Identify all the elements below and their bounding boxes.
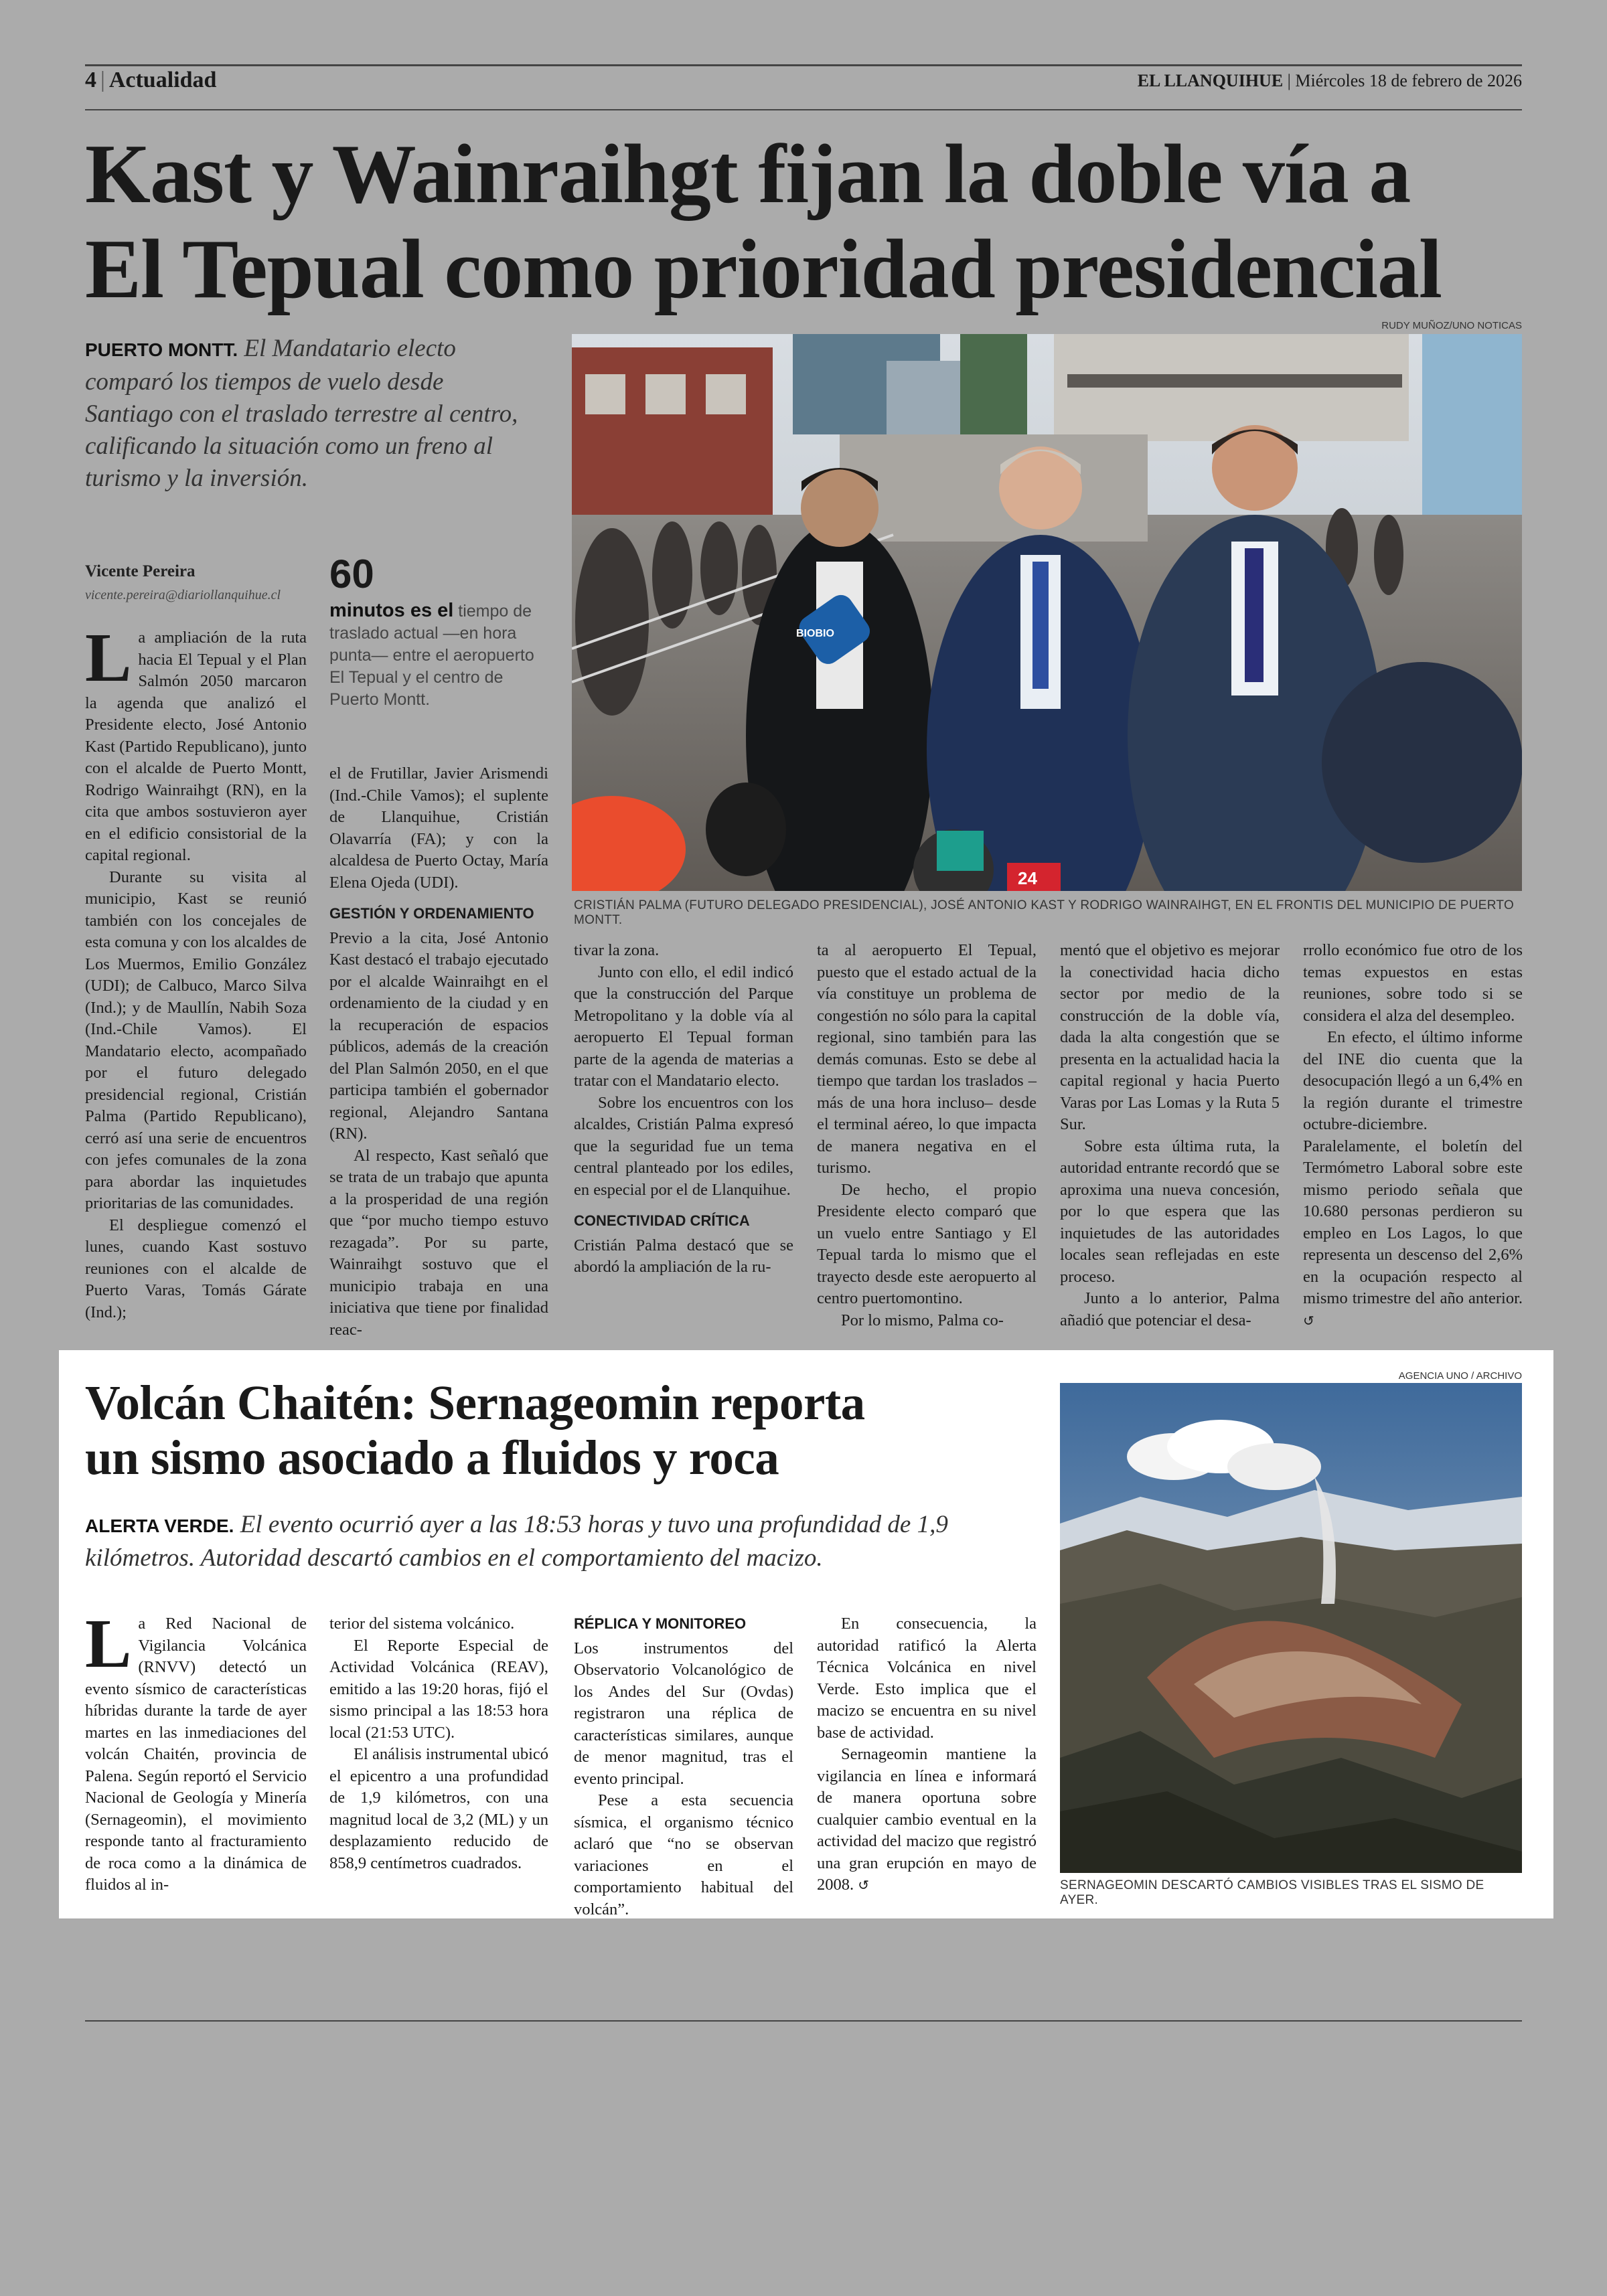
body-paragraph: El análisis instrumental ubicó el epicentro a una profundidad de 1,9 kilómetros, con una magnitud local de 3,2 (ML) y un desplazamiento reducido de 858,9 centímetros cuadrados. (329, 1745, 548, 1872)
article1-column-1 (85, 619, 307, 1323)
page-section-label (85, 68, 216, 93)
article1-photo (572, 334, 1522, 891)
article1-column-5 (1060, 940, 1280, 1331)
header-separator: | (1287, 71, 1291, 90)
end-mark-icon: ↺ (858, 1878, 870, 1893)
article2-headline (85, 1376, 1022, 1485)
article1-column-2 (329, 763, 548, 1341)
body-paragraph: Los instrumentos del Observatorio Volcanológico de los Andes del Sur (Ovdas) registraron una réplica de características similares, aunque de menor magnitud, tras el evento principal. (574, 1639, 793, 1788)
body-paragraph: rrollo económico fue otro de los temas expuestos en estas reuniones, sobre todo si se considera el alza del desempleo. (1303, 941, 1523, 1025)
body-paragraph: mentó que el objetivo es mejorar la conectividad hacia dicho sector por medio de la construcción de la doble vía, dada la alta congestión que se presenta en la actualidad hacia la capital regional y hacia Puerto Varas por Las Lomas y la Ruta 5 Sur. (1060, 941, 1280, 1133)
article2-photo-credit: AGENCIA UNO / ARCHIVO (1398, 1370, 1522, 1382)
subheading: CONECTIVIDAD CRÍTICA (574, 1212, 750, 1229)
drop-cap: L (85, 619, 132, 696)
article1-photo-credit: RUDY MUÑOZ/UNO NOTICAS (1381, 320, 1522, 331)
headline-line: un sismo asociado a fluidos y roca (85, 1430, 779, 1485)
article1-photo-caption: CRISTIÁN PALMA (FUTURO DELEGADO PRESIDENCIAL), JOSÉ ANTONIO KAST Y RODRIGO WAINRAIHGT, EN EL FRONTIS DEL MUNICIPIO DE PUERTO MONTT. (574, 898, 1515, 927)
headline-line: Volcán Chaitén: Sernageomin reporta (85, 1376, 865, 1430)
mic-flag-label: 24 (1018, 868, 1037, 888)
subheading: RÉPLICA Y MONITOREO (574, 1615, 747, 1632)
body-text: a ampliación de la ruta hacia El Tepual y el Plan Salmón 2050 marcaron la agenda que analizó el Presidente electo, José Antonio Kast (Partido Republicano), junto con el alcalde de Puerto Montt, Rodrigo Wainraihgt (RN), en la cita que ambos sostuvieron ayer en el edificio consistorial de la capital regional. (85, 629, 307, 864)
headline-line: El Tepual como prioridad presidencial (85, 223, 1442, 316)
article2-column-1 (85, 1605, 307, 1896)
newspaper-name: EL LLANQUIHUE (1137, 71, 1284, 90)
stat-body: tiempo de traslado actual —en hora punta— entre el aeropuerto El Tepual y el centro de Puerto Montt. (329, 602, 534, 709)
body-text: Sernageomin mantiene la vigilancia en línea e informará de manera oportuna sobre cualquier cambio eventual en la actividad del macizo que registró una gran erupción en mayo de 2008. (817, 1745, 1037, 1894)
section-name: Actualidad (108, 68, 217, 92)
body-paragraph: el de Frutillar, Javier Arismendi (Ind.-Chile Vamos); el suplente de Llanquihue, Cristián Olavarría (FA); y con la alcaldesa de Puerto Octay, María Elena Ojeda (UDI). (329, 764, 548, 892)
body-paragraph: Pese a esta secuencia sísmica, el organismo técnico aclaró que “no se observan variaciones en el comportamiento habitual del volcán”. (574, 1791, 793, 1918)
body-paragraph (1303, 1027, 1523, 1332)
header-separator: | (100, 68, 105, 92)
article1-byline (85, 562, 306, 603)
body-paragraph: El despliegue comenzó el lunes, cuando Kast sostuvo reuniones con el alcalde de Puerto Varas, Tomás Gárate (Ind.); (85, 1216, 307, 1321)
article2-lead-text: El evento ocurrió ayer a las 18:53 horas y tuvo una profundidad de 1,9 kilómetros. Autoridad descartó cambios en el comportamiento del macizo. (85, 1511, 948, 1572)
body-paragraph: El Reporte Especial de Actividad Volcánica (REAV), emitido a las 19:20 horas, fijó el sismo principal a las 18:53 hora local (21:53 UTC). (329, 1636, 548, 1742)
article2-kicker: ALERTA VERDE. (85, 1515, 234, 1536)
footer-rule (85, 2020, 1522, 2022)
article2-photo (1060, 1383, 1522, 1873)
page-number: 4 (85, 68, 96, 92)
article2-photo-caption: SERNAGEOMIN DESCARTÓ CAMBIOS VISIBLES TRAS EL SISMO DE AYER. (1060, 1878, 1484, 1907)
author-name: Vicente Pereira (85, 562, 196, 580)
stat-text (329, 600, 550, 711)
end-mark-icon: ↺ (1303, 1313, 1314, 1329)
stat-highlight: minutos es el (329, 600, 454, 621)
body-paragraph: Sobre esta última ruta, la autoridad entrante recordó que se aproxima una nueva concesión, por lo que espera que las inquietudes de las autoridades locales sean reflejadas en este proceso. (1060, 1137, 1280, 1286)
body-paragraph (85, 1605, 307, 1896)
body-paragraph: Junto a lo anterior, Palma añadió que potenciar el desa- (1060, 1289, 1280, 1329)
header-bottom-rule (85, 109, 1522, 110)
drop-cap: L (85, 1605, 132, 1682)
body-paragraph: Cristián Palma destacó que se abordó la ampliación de la ru- (574, 1236, 793, 1276)
body-paragraph: Al respecto, Kast señaló que se trata de un trabajo que apunta a la prosperidad de una región que “por mucho tiempo estuvo rezagada”. Por su parte, Wainraihgt sostuvo que el municipio trabaja en una iniciativa que tiene por finalidad reac- (329, 1146, 548, 1339)
body-paragraph: Junto con ello, el edil indicó que la construcción del Parque Metropolitano y la doble vía al aeropuerto El Tepual forman parte de la agenda de materias a tratar con el Mandatario electo. (574, 963, 793, 1090)
body-paragraph: ta al aeropuerto El Tepual, puesto que el estado actual de la vía constituye un problema de congestión no sólo para la capital regional, sino también para las demás comunas. Esto se debe al tiempo que tardan los traslados –más de una hora incluso– desde el terminal aéreo, lo que impacta de manera negativa en el turismo. (817, 941, 1037, 1177)
headline-line: Kast y Wainraihgt fijan la doble vía a (85, 128, 1411, 221)
article2-column-4 (817, 1613, 1037, 1897)
author-email: vicente.pereira@diariollanquihue.cl (85, 588, 281, 602)
masthead-info (1138, 71, 1522, 91)
subheading: GESTIÓN Y ORDENAMIENTO (329, 905, 534, 922)
body-paragraph: En consecuencia, la autoridad ratificó la Alerta Técnica Volcánica en nivel Verde. Esto implica que el macizo se encuentra en su nivel base de actividad. (817, 1615, 1037, 1742)
article2-column-3 (574, 1604, 793, 1920)
body-paragraph: De hecho, el propio Presidente electo comparó que un vuelo entre Santiago y El Tepual tarda lo mismo que el trayecto desde este aeropuerto al centro puertomontino. (817, 1180, 1037, 1307)
body-paragraph: terior del sistema volcánico. (329, 1615, 515, 1633)
article1-column-6 (1303, 940, 1523, 1332)
body-paragraph: tivar la zona. (574, 941, 660, 959)
body-paragraph (817, 1744, 1037, 1897)
body-paragraph: Sobre los encuentros con los alcaldes, Cristián Palma expresó que la seguridad fue un tema central planteado por los ediles, en especial por el de Llanquihue. (574, 1093, 793, 1199)
article1-column-4 (817, 940, 1037, 1331)
body-text: En efecto, el último informe del INE dio cuenta que la desocupación llegó a un 6,4% en la región durante el trimestre octubre-diciembre. Paralelamente, el boletín del Termómetro Laboral sobre este mismo periodo señala que 10.680 personas perdieron su empleo en Los Lagos, lo que representa un descenso del 2,6% en la ocupación respecto al mismo trimestre del año anterior. (1303, 1028, 1523, 1307)
article1-kicker: PUERTO MONTT. (85, 339, 238, 360)
article2-column-2 (329, 1613, 548, 1874)
article1-lead (85, 333, 524, 495)
body-paragraph: Durante su visita al municipio, Kast se reunió también con los concejales de esta comuna y con los alcaldes de Los Muermos, Emilio González (UDI); de Calbuco, Marco Silva (Ind.); y de Maullín, Nabih Soza (Ind.-Chile Vamos). El Mandatario electo, acompañado por el futuro delegado presidencial regional, Cristián Palma (Partido Republicano), cerró así una serie de encuentros con jefes comunales de la zona para abordar las inquietudes prioritarias de las comunidades. (85, 868, 307, 1212)
article2-lead (85, 1509, 1036, 1574)
article1-headline (85, 127, 1531, 317)
article1-stat-box (329, 553, 550, 711)
header-top-rule (85, 64, 1522, 66)
article1-lead-text: El Mandatario electo comparó los tiempos de vuelo desde Santiago con el traslado terrestre al centro, calificando la situación como un freno al turismo y la inversión. (85, 335, 518, 492)
body-text: a Red Nacional de Vigilancia Volcánica (RNVV) detectó un evento sísmico de características híbridas durante la tarde de ayer martes en las inmediaciones del volcán Chaitén, provincia de Palena. Según reportó el Servicio Nacional de Geología y Minería (Sernageomin), el movimiento responde tanto al fracturamiento de roca como a la dinámica de fluidos al in- (85, 1615, 307, 1894)
body-paragraph: Previo a la cita, José Antonio Kast destacó el trabajo ejecutado por el alcalde Wainraihgt en el ordenamiento de la ciudad y en la recuperación de espacios públicos, además de la creación del Plan Salmón 2050, en el que participa también el gobernador regional, Alejandro Santana (RN). (329, 928, 548, 1143)
stat-number: 60 (329, 552, 374, 596)
body-paragraph: Por lo mismo, Palma co- (841, 1311, 1004, 1329)
issue-date: Miércoles 18 de febrero de 2026 (1295, 71, 1522, 90)
mic-flag-label: BIOBIO (796, 628, 834, 639)
article1-column-3 (574, 940, 793, 1279)
body-paragraph (85, 619, 307, 867)
